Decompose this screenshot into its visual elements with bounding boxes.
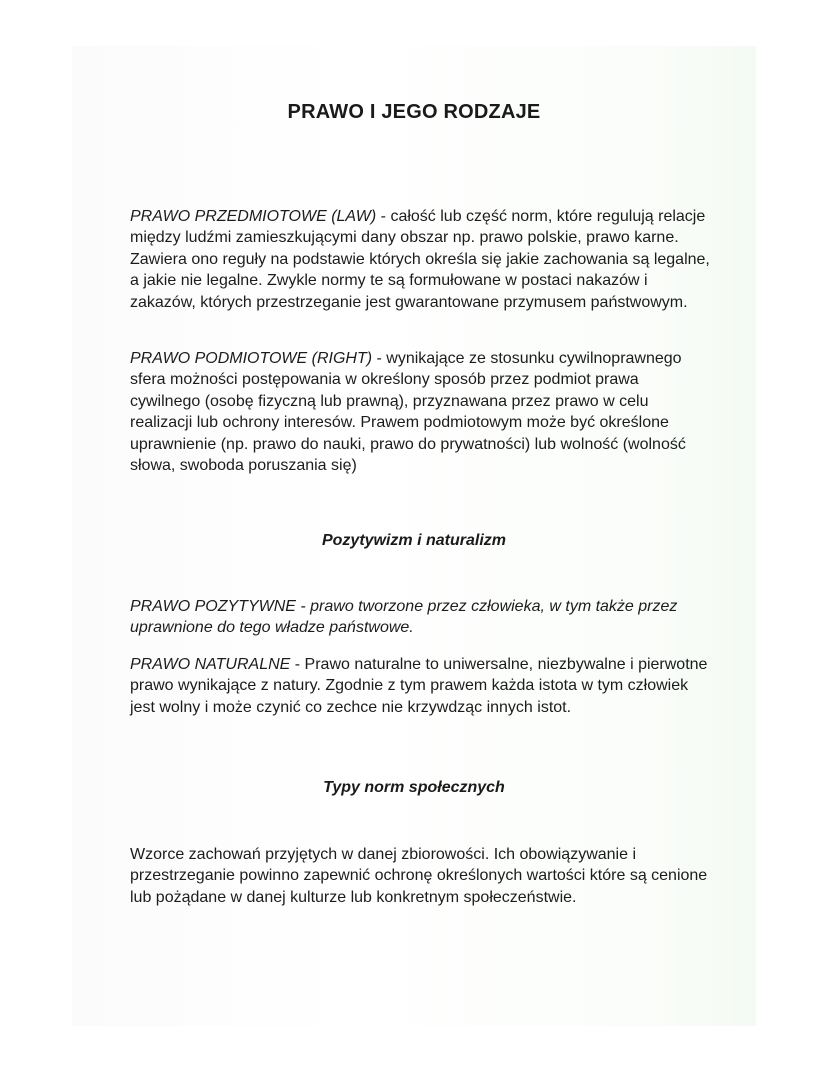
definition-prawo-naturalne: - Prawo naturalne to uniwersalne, niezbywalne i pierwotne prawo wynikające z natury. Zgodnie z tym prawem każda istota w tym człowiek jest wolny i może czynić co zechce nie krzywdząc innych istot.	[130, 656, 708, 716]
paragraph-prawo-podmiotowe	[130, 348, 710, 476]
term-prawo-pozytywne: PRAWO POZYTYWNE	[130, 598, 296, 615]
term-prawo-naturalne: PRAWO NATURALNE	[130, 656, 291, 673]
term-prawo-przedmiotowe: PRAWO PRZEDMIOTOWE (LAW)	[130, 208, 377, 225]
page-title: PRAWO I JEGO RODZAJE	[287, 101, 541, 123]
subheading-pozytywizm: Pozytywizm i naturalizm	[321, 532, 507, 549]
subheading-typy-norm: Typy norm społecznych	[323, 779, 505, 796]
document-page	[72, 46, 756, 1026]
definition-prawo-podmiotowe: - wynikające ze stosunku cywilnoprawnego sfera możności postępowania w określony sposób przez podmiot prawa cywilnego (osobę fizyczną lub prawną), przyznawana przez prawo w celu realizacji lub ochrony interesów. Prawem podmiotowym może być określone uprawnienie (np. prawo do nauki, prawo do prywatności) lub wolność (wolność słowa, swoboda poruszania się)	[130, 350, 686, 475]
term-prawo-podmiotowe: PRAWO PODMIOTOWE (RIGHT)	[130, 350, 373, 367]
paragraph-prawo-pozytywne	[130, 596, 710, 639]
paragraph-prawo-przedmiotowe	[130, 206, 710, 313]
paragraph-normy-spoleczne: Wzorce zachowań przyjętych w danej zbiorowości. Ich obowiązywanie i przestrzeganie powinno zapewnić ochronę określonych wartości które są cenione lub pożądane w danej kulturze lub konkretnym społeczeństwie.	[130, 846, 708, 906]
definition-prawo-przedmiotowe: - całość lub część norm, które regulują relacje między ludźmi zamieszkującymi dany obszar np. prawo polskie, prawo karne. Zawiera ono reguły na podstawie których określa się jakie zachowania są legalne, a jakie nie legalne. Zwykle normy te są formułowane w postaci nakazów i zakazów, których przestrzeganie jest gwarantowane przymusem państwowym.	[130, 208, 710, 311]
definition-prawo-pozytywne: - prawo tworzone przez człowieka, w tym także przez uprawnione do tego władze państwowe.	[130, 598, 678, 637]
paragraph-prawo-naturalne	[130, 654, 710, 718]
